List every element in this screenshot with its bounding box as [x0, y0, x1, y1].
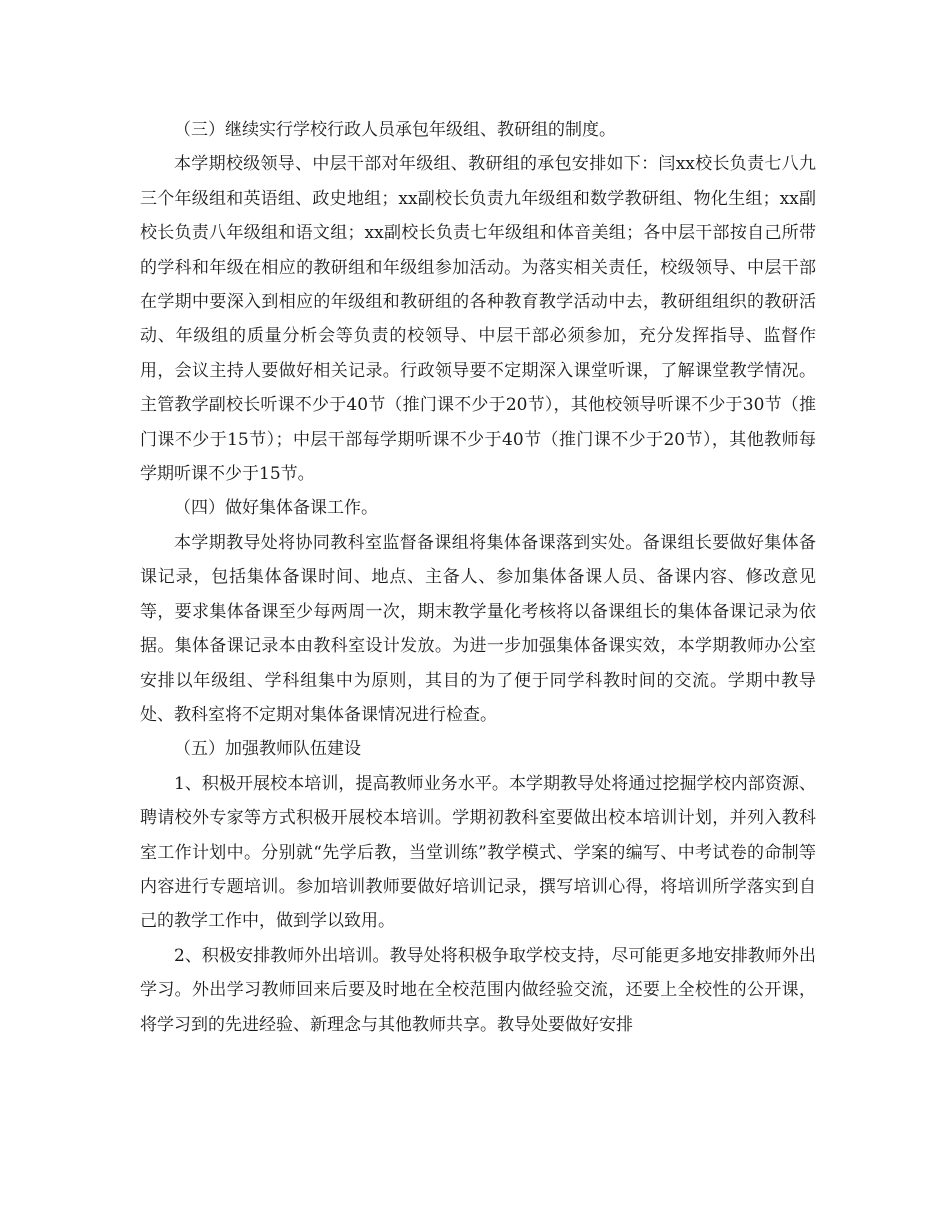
- section-heading-three: （三）继续实行学校行政人员承包年级组、教研组的制度。: [174, 120, 616, 140]
- paragraph-admin-responsibility: 本学期校级领导、中层干部对年级组、教研组的承包安排如下：闫xx校长负责七八九三个年级组和英语组、政史地组；xx副校长负责九年级组和数学教研组、物化生组；xx副校长负责八年级组和语文组；xx副校长负责七年级组和体音美组；各中层干部按自己所带的学科和年级在相应的教研组和年级组参加活动。为落实相关责任，校级领导、中层干部在学期中要深入到相应的年级组和教研组的各种教育教学活动中去，教研组组织的教研活动、年级组的质量分析会等负责的校领导、中层干部必须参加，充分发挥指导、监督作用，会议主持人要做好相关记录。行政领导要不定期深入课堂听课，了解课堂教学情况。主管教学副校长听课不少于40节（推门课不少于20节），其他校领导听课不少于30节（推门课不少于15节）；中层干部每学期听课不少于40节（推门课不少于20节），其他教师每学期听课不少于15节。: [140, 154, 816, 485]
- paragraph-collective-lesson-prep: 本学期教导处将协同教科室监督备课组将集体备课落到实处。备课组长要做好集体备课记录，包括集体备课时间、地点、主备人、参加集体备课人员、备课内容、修改意见等，要求集体备课至少每两周一次，期末教学量化考核将以备课组长的集体备课记录为依据。集体备课记录本由教科室设计发放。为进一步加强集体备课实效，本学期教师办公室安排以年级组、学科组集中为原则，其目的为了便于同学科教时间的交流。学期中教导处、教科室将不定期对集体备课情况进行检查。: [140, 532, 816, 725]
- paragraph-external-training: 2、积极安排教师外出培训。教导处将积极争取学校支持，尽可能更多地安排教师外出学习。外出学习教师回来后要及时地在全校范围内做经验交流，还要上全校性的公开课，将学习到的先进经验、新理念与其他教师共享。教导处要做好安排: [140, 945, 816, 1035]
- section-heading-five: （五）加强教师队伍建设: [174, 739, 361, 760]
- document-body: [140, 113, 816, 1042]
- paragraph-school-training: 1、积极开展校本培训，提高教师业务水平。本学期教导处将通过挖掘学校内部资源、聘请校外专家等方式积极开展校本培训。学期初教科室要做出校本培训计划，并列入教科室工作计划中。分别就“先学后教，当堂训练”教学模式、学案的编写、中考试卷的命制等内容进行专题培训。参加培训教师要做好培训记录，撰写培训心得，将培训所学落实到自己的教学工作中，做到学以致用。: [140, 773, 816, 932]
- section-heading-four: （四）做好集体备课工作。: [174, 498, 378, 519]
